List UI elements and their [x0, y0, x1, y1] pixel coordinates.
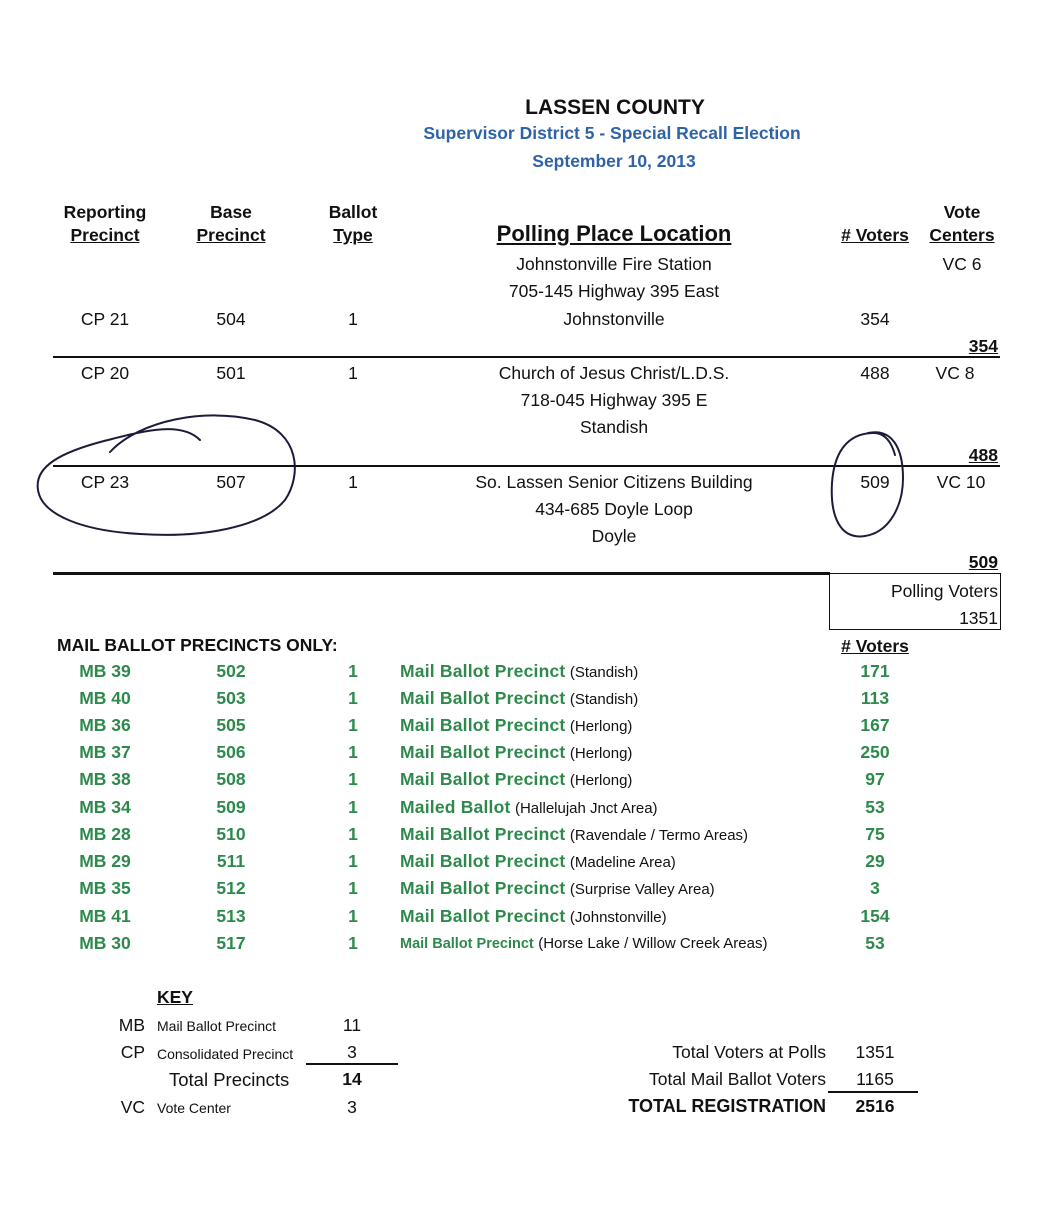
voter-count: 509	[860, 472, 890, 492]
voter-count: 154	[860, 906, 890, 926]
ballot-type: 1	[348, 906, 358, 926]
reporting-precinct: MB 37	[79, 742, 131, 762]
key-code-cp: CP	[120, 1042, 145, 1062]
vote-center: VC 6	[942, 254, 982, 274]
vote-center: VC 8	[935, 363, 975, 383]
col-ballot-line2: Type	[333, 225, 373, 245]
mail-precinct-label: Mail Ballot Precinct	[400, 715, 566, 735]
mail-area: (Herlong)	[569, 772, 633, 789]
col-base-line2: Precinct	[196, 225, 266, 245]
reporting-precinct: MB 29	[79, 851, 131, 871]
reporting-precinct: MB 28	[79, 824, 131, 844]
location-city: Standish	[579, 417, 649, 437]
location-name: Johnstonville Fire Station	[516, 254, 712, 274]
reporting-precinct: MB 34	[79, 797, 131, 817]
precinct-subtotal: 488	[968, 445, 998, 465]
key-label-vc: Vote Center	[157, 1100, 231, 1116]
mail-location	[400, 742, 632, 763]
mail-location	[400, 824, 748, 845]
reporting-precinct: CP 20	[80, 363, 130, 383]
election-date: September 10, 2013	[532, 151, 696, 171]
total-mail-value: 1165	[856, 1069, 894, 1089]
location-city: Doyle	[591, 526, 637, 546]
total-registration-label: TOTAL REGISTRATION	[628, 1096, 826, 1116]
mail-precinct-label: Mailed Ballot	[400, 797, 511, 817]
total-polls-label: Total Voters at Polls	[672, 1042, 826, 1062]
reporting-precinct: CP 23	[80, 472, 130, 492]
mail-location	[400, 935, 767, 953]
ballot-type: 1	[348, 363, 358, 383]
mail-area: (Standish)	[569, 691, 639, 708]
base-precinct: 504	[216, 309, 246, 329]
voter-count: 250	[860, 742, 890, 762]
reporting-precinct: MB 30	[79, 933, 131, 953]
base-precinct: 509	[216, 797, 246, 817]
mail-location	[400, 688, 638, 709]
voter-count: 53	[865, 933, 885, 953]
reporting-precinct: MB 38	[79, 769, 131, 789]
col-reporting-line2: Precinct	[70, 225, 140, 245]
mail-precinct-label: Mail Ballot Precinct	[400, 688, 566, 708]
mail-voters-header: # Voters	[841, 636, 909, 656]
mail-area: (Herlong)	[569, 718, 633, 735]
total-registration-value: 2516	[855, 1096, 895, 1116]
totals-sum-line	[828, 1091, 918, 1093]
base-precinct: 511	[216, 851, 246, 871]
mail-area: (Surprise Valley Area)	[569, 881, 715, 898]
key-sum-line	[306, 1063, 398, 1065]
reporting-precinct: MB 39	[79, 661, 131, 681]
mail-location	[400, 906, 667, 927]
base-precinct: 501	[216, 363, 246, 383]
col-base-line1: Base	[210, 202, 252, 222]
mail-area: (Madeline Area)	[569, 854, 676, 871]
col-reporting-line1: Reporting	[63, 202, 147, 222]
page-subtitle: Supervisor District 5 - Special Recall Election	[423, 123, 801, 143]
mail-area: (Horse Lake / Willow Creek Areas)	[538, 935, 768, 952]
mail-precinct-label: Mail Ballot Precinct	[400, 742, 566, 762]
mail-precinct-label: Mail Ballot Precinct	[400, 661, 566, 681]
base-precinct: 512	[216, 878, 246, 898]
mail-location	[400, 769, 632, 790]
col-location: Polling Place Location	[496, 221, 732, 246]
ballot-type: 1	[348, 933, 358, 953]
base-precinct: 508	[216, 769, 246, 789]
ballot-type: 1	[348, 851, 358, 871]
total-polls-value: 1351	[855, 1042, 895, 1062]
mail-location	[400, 661, 638, 682]
ballot-type: 1	[348, 472, 358, 492]
polling-voters-box	[829, 573, 1001, 630]
mail-precinct-label: Mail Ballot Precinct	[400, 936, 534, 952]
col-ballot-line1: Ballot	[328, 202, 378, 222]
mail-precinct-label: Mail Ballot Precinct	[400, 906, 566, 926]
col-vote-centers-line2: Centers	[929, 225, 995, 245]
base-precinct: 507	[216, 472, 246, 492]
key-total-label: Total Precincts	[169, 1069, 290, 1090]
base-precinct: 510	[216, 824, 246, 844]
mail-section-heading: MAIL BALLOT PRECINCTS ONLY:	[57, 635, 338, 655]
mail-location	[400, 851, 676, 872]
location-address: 434-685 Doyle Loop	[535, 499, 693, 519]
base-precinct: 517	[216, 933, 246, 953]
mail-location	[400, 878, 715, 899]
key-code-mb: MB	[118, 1015, 145, 1035]
ballot-type: 1	[348, 309, 358, 329]
voter-count: 53	[865, 797, 885, 817]
base-precinct: 506	[216, 742, 246, 762]
mail-area: (Johnstonville)	[569, 909, 667, 926]
mail-precinct-label: Mail Ballot Precinct	[400, 878, 566, 898]
ballot-type: 1	[348, 742, 358, 762]
mail-area: (Herlong)	[569, 745, 633, 762]
reporting-precinct: MB 41	[79, 906, 131, 926]
page-title: LASSEN COUNTY	[525, 96, 705, 119]
key-value-cp: 3	[347, 1042, 357, 1062]
voter-count: 29	[865, 851, 885, 871]
ballot-type: 1	[348, 715, 358, 735]
voter-count: 354	[860, 309, 890, 329]
reporting-precinct: MB 40	[79, 688, 131, 708]
row-divider	[53, 356, 1000, 358]
mail-area: (Hallelujah Jnct Area)	[514, 800, 658, 817]
ballot-type: 1	[348, 769, 358, 789]
key-heading: KEY	[157, 987, 193, 1007]
key-value-mb: 11	[342, 1015, 362, 1035]
ballot-type: 1	[348, 797, 358, 817]
location-address: 718-045 Highway 395 E	[520, 390, 708, 410]
ballot-type: 1	[348, 824, 358, 844]
location-name: Church of Jesus Christ/L.D.S.	[498, 363, 730, 383]
precinct-subtotal: 354	[968, 336, 998, 356]
location-city: Johnstonville	[563, 309, 665, 329]
reporting-precinct: MB 35	[79, 878, 131, 898]
mail-precinct-label: Mail Ballot Precinct	[400, 824, 566, 844]
voter-count: 171	[860, 661, 890, 681]
voter-count: 167	[860, 715, 890, 735]
mail-location	[400, 715, 632, 736]
voter-count: 488	[860, 363, 890, 383]
base-precinct: 505	[216, 715, 246, 735]
mail-area: (Standish)	[569, 664, 639, 681]
ballot-type: 1	[348, 661, 358, 681]
location-name: So. Lassen Senior Citizens Building	[475, 472, 753, 492]
key-label-cp: Consolidated Precinct	[157, 1046, 294, 1062]
polling-voters-value: 1351	[959, 608, 998, 628]
voter-count: 3	[870, 878, 880, 898]
base-precinct: 503	[216, 688, 246, 708]
col-voters: # Voters	[841, 225, 909, 245]
base-precinct: 513	[216, 906, 246, 926]
section-divider	[53, 572, 830, 575]
ink-circle-cp23	[38, 415, 295, 534]
voter-count: 113	[860, 688, 890, 708]
ballot-type: 1	[348, 878, 358, 898]
mail-area: (Ravendale / Termo Areas)	[569, 827, 749, 844]
mail-precinct-label: Mail Ballot Precinct	[400, 851, 566, 871]
voter-count: 75	[865, 824, 885, 844]
reporting-precinct: MB 36	[79, 715, 131, 735]
voter-count: 97	[865, 769, 885, 789]
mail-precinct-label: Mail Ballot Precinct	[400, 769, 566, 789]
row-divider	[53, 465, 1000, 467]
vote-center: VC 10	[936, 472, 986, 492]
key-code-vc: VC	[120, 1097, 145, 1117]
polling-voters-label: Polling Voters	[890, 581, 998, 601]
col-vote-centers-line1: Vote	[943, 202, 981, 222]
location-address: 705-145 Highway 395 East	[508, 281, 720, 301]
base-precinct: 502	[216, 661, 246, 681]
key-label-mb: Mail Ballot Precinct	[157, 1018, 277, 1034]
precinct-subtotal: 509	[968, 552, 998, 572]
key-total-value: 14	[342, 1069, 362, 1089]
total-mail-label: Total Mail Ballot Voters	[648, 1069, 826, 1089]
ballot-type: 1	[348, 688, 358, 708]
mail-location	[400, 797, 658, 818]
reporting-precinct: CP 21	[80, 309, 130, 329]
key-value-vc: 3	[347, 1097, 357, 1117]
